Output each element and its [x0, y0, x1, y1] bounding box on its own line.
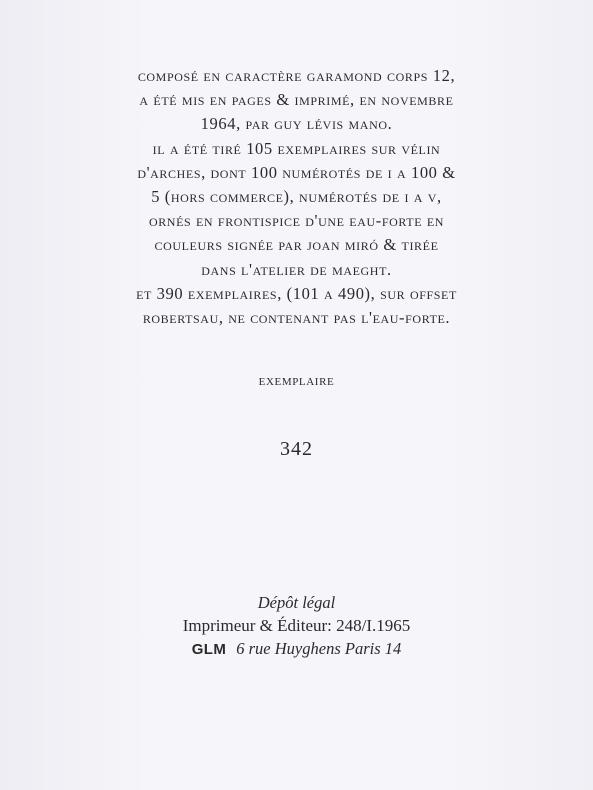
colophon-line: et 390 exemplaires, (101 a 490), sur offset [136, 283, 457, 303]
colophon-line: a été mis en pages & imprimé, en novembre [139, 90, 454, 110]
exemplaire-label: exemplaire [258, 372, 335, 389]
colophon-text [0, 64, 593, 330]
colophon-line: 5 (hors commerce), numérotés de i a v, [151, 187, 442, 207]
depot-legal-heading: Dépôt légal [257, 593, 336, 612]
colophon-line: dans l'atelier de maeght. [201, 259, 392, 279]
publisher-address-line [0, 637, 593, 662]
legal-deposit-block [0, 592, 593, 662]
colophon-line: 1964, par guy lévis mano. [200, 114, 393, 134]
publisher-address: 6 rue Huyghens Paris 14 [236, 639, 402, 658]
colophon-line: composé en caractère garamond corps 12, [137, 66, 456, 85]
colophon-line: couleurs signée par joan miró & tirée [154, 235, 439, 255]
printer-publisher-line: Imprimeur & Éditeur: 248/I.1965 [182, 616, 411, 635]
colophon-line: il a été tiré 105 exemplaires sur vélin [152, 138, 441, 158]
colophon-line: robertsau, ne contenant pas l'eau-forte. [142, 308, 451, 328]
colophon-line: ornés en frontispice d'une eau-forte en [148, 211, 445, 231]
colophon-line: d'arches, dont 100 numérotés de i a 100 & [137, 162, 456, 182]
exemplaire-number: 342 [280, 438, 313, 460]
glm-logo: GLM [191, 641, 227, 658]
